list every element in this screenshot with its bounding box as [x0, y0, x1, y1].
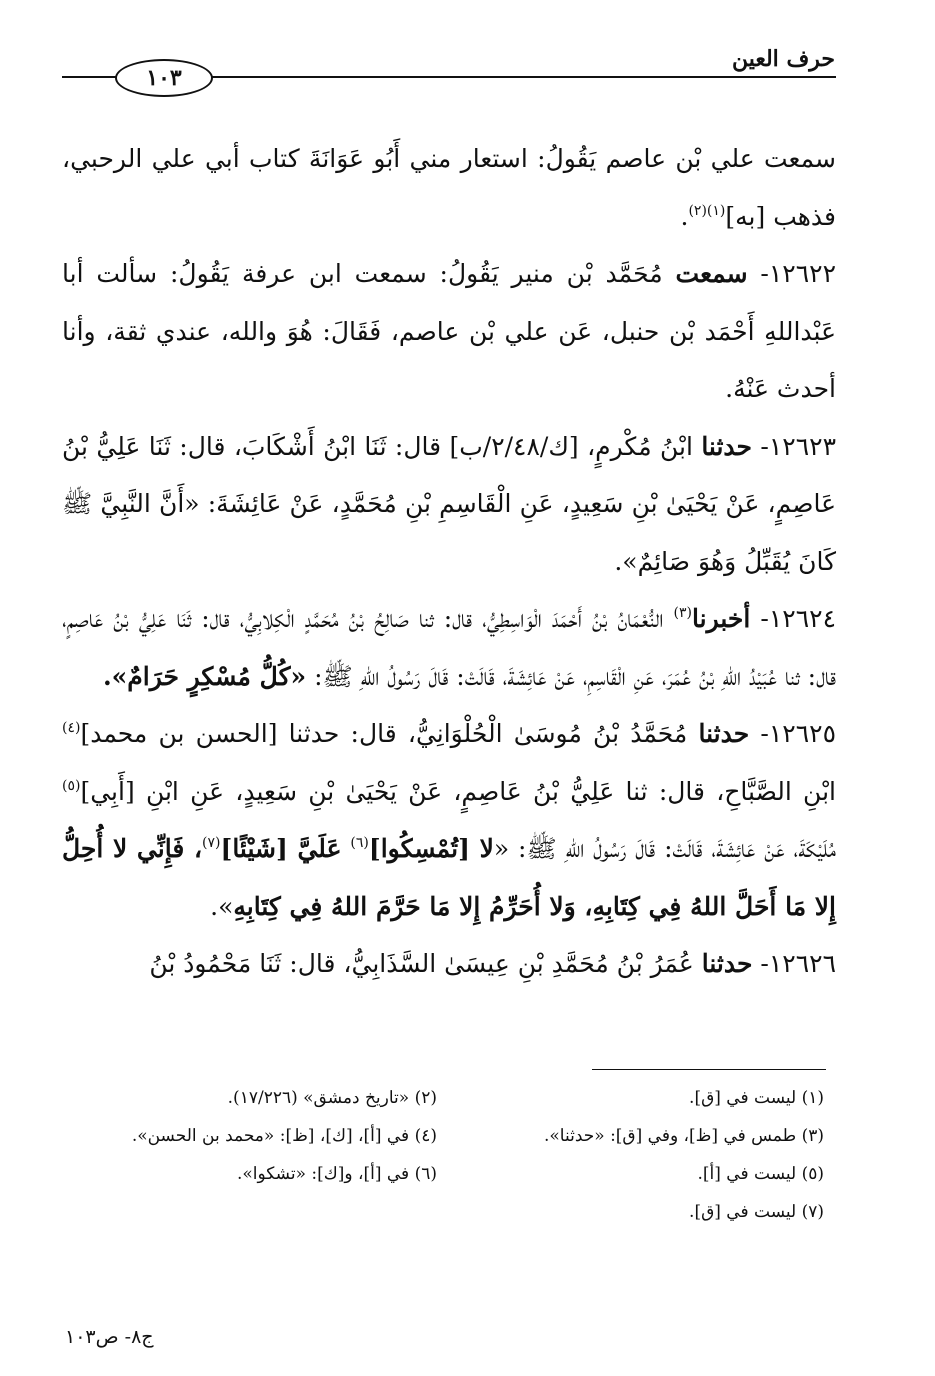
prophetic-quote: عَلَيَّ [شَيْئًا] [220, 834, 342, 863]
entry-text: مُلَيْكَةَ، عَنْ عَائِشَةَ، قَالَتْ: قَالَ رَسُولُ اللهِ ﷺ: « [493, 834, 837, 863]
prophetic-quote: «كُلُّ مُسْكِرٍ حَرَامٌ». [102, 661, 307, 691]
prophetic-quote: ، فَإِنِّي لا أُحِلُّ إِلا مَا أَحَلَّ اللهُ فِي كِتَابِهِ، وَلا أُحَرِّمُ إِلا مَا حَرَّمَ اللهُ فِي كِتَابِهِ [62, 834, 836, 921]
entry-tail: ». [210, 891, 234, 921]
footnote-row [62, 1193, 836, 1231]
footnote-ref: (١)(٢) [688, 202, 726, 219]
footnote: (٦) في [أ]، و[ك]: «تشكوا». [236, 1164, 437, 1184]
entry-number: ١٢٦٢٥- [760, 719, 836, 748]
hadith-entry [62, 590, 836, 705]
entry-number: ١٢٦٢٤- [760, 604, 837, 633]
footnote-rule [592, 1069, 826, 1070]
footnote [62, 1193, 449, 1231]
entry-text: مُحَمَّد بْن منير يَقُولُ: سمعت ابن عرفة يَقُولُ: سألت أبا عَبْداللهِ أَحْمَد بْن حنبل، عَن علي بْن عاصم، فَقَالَ: هُوَ والله، عندي ثقة، وأنا أحدث عَنْهُ. [62, 259, 836, 403]
paragraph-text: سمعت علي بْن عاصم يَقُولُ: استعار مني أَبُو عَوَانَةَ كتاب أبي علي الرحبي، فذهب [به] [62, 144, 836, 231]
hadith-entry [62, 935, 836, 993]
footnotes [62, 1079, 836, 1231]
footnote: (٤) في [أ]، [ك]، [ظ]: «محمد بن الحسن». [131, 1126, 437, 1146]
entry-text: ابْنُ مُكْرمٍ، [ك/٢/٤٨/ب] قال: ثَنَا ابْنُ أَشْكَابَ، قال: ثَنَا عَلِيُّ بْنُ عَاصِمٍ، عَنْ يَحْيَىٰ بْنِ سَعِيدٍ، عَنِ الْقَاسِمِ بْنِ مُحَمَّدٍ، عَنْ عَائِشَةَ: «أَنَّ النَّبِيَّ ﷺ كَانَ يُقَبِّلُ وَهُوَ صَائِمٌ». [62, 431, 836, 576]
footnote: (٢) «تاريخ دمشق» (١٧/٢٢٦). [227, 1088, 437, 1108]
footnote-ref: (٥) [62, 777, 81, 794]
footnote-row [62, 1079, 836, 1117]
main-text [62, 130, 836, 993]
entry-number: ١٢٦٢٣- [760, 431, 836, 461]
page-number-badge: ١٠٣ [115, 59, 213, 97]
entry-text: النُّعْمَانُ بْنُ أَحْمَدَ الْوَاسِطِيُّ، قال: ثنا صَالِحُ بْنُ مُحَمَّدٍ الْكِلابِيُّ، قال: ثَنَا عَلِيُّ بْنُ عَاصِمٍ، قال: ثنا عُبَيْدُ اللهِ بْنُ عُمَرَ، عَنِ الْقَاسِمِ، عَنْ عَائِشَةَ، قَالَتْ: قَالَ رَسُولُ اللهِ ﷺ: [62, 604, 836, 691]
hadith-entry [62, 245, 836, 418]
footnote: (١) ليست في [ق]. [689, 1088, 824, 1108]
footnote-ref: (٣) [673, 605, 692, 621]
footnote-row [62, 1155, 836, 1193]
footnote: (٣) طمس في [ظ]، وفي [ق]: «حدثنا». [543, 1126, 824, 1146]
volume-page-signature: ج٨- ص١٠٣ [65, 1326, 154, 1348]
hadith-entry [62, 705, 836, 935]
entry-keyword: حدثنا [701, 949, 753, 978]
entry-keyword: حدثنا [698, 719, 750, 748]
entry-text: مُحَمَّدُ بْنُ مُوسَىٰ الْحُلْوَانِيُّ، قال: حدثنا [الحسن بن محمد] [80, 719, 688, 748]
paragraph-tail: . [680, 201, 689, 231]
footnote-ref: (٧) [202, 835, 221, 851]
footnote-ref: (٦) [350, 835, 369, 851]
entry-keyword: أخبرنا [692, 604, 751, 633]
entry-keyword: سمعت [675, 259, 748, 288]
entry-text: عُمَرُ بْنُ مُحَمَّدِ بْنِ عِيسَىٰ السَّذَابِيُّ، قال: ثَنَا مَحْمُودُ بْنُ [149, 949, 694, 978]
hadith-entry [62, 418, 836, 591]
footnote-ref: (٤) [62, 720, 81, 736]
footnote: (٥) ليست في [أ]. [697, 1164, 824, 1184]
footnote: (٧) ليست في [ق]. [689, 1202, 824, 1222]
entry-text: ابْنِ الصَّبَّاحِ، قال: ثنا عَلِيُّ بْنُ عَاصِمٍ، عَنْ يَحْيَىٰ بْنِ سَعِيدٍ، عَنِ ابْنِ [أَبِي] [80, 776, 836, 806]
prophetic-quote: لا [تُمْسِكُوا] [368, 834, 494, 863]
entry-number: ١٢٦٢٦- [760, 949, 836, 978]
running-header-title: حرف العين [731, 46, 835, 72]
paragraph [62, 130, 836, 245]
entry-number: ١٢٦٢٢- [760, 259, 836, 288]
footnote-row [62, 1117, 836, 1155]
entry-keyword: حدثنا [701, 431, 753, 461]
